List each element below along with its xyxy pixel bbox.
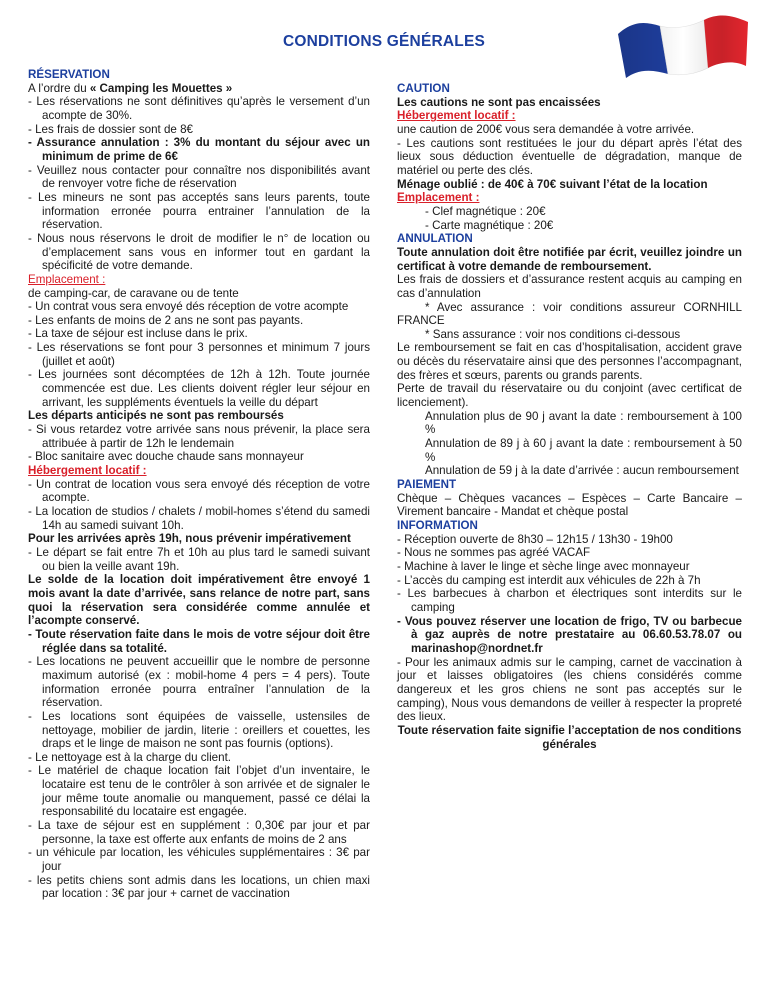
section-heading-paiement: PAIEMENT bbox=[397, 478, 457, 492]
text-line: Annulation plus de 90 j avant la date : remboursement à 100 % bbox=[425, 409, 742, 437]
text-line: Pour les arrivées après 19h, nous prévenir impérativement bbox=[28, 532, 351, 546]
text-line: Perte de travail du réservataire ou du conjoint (avec certificat de licenciement). bbox=[397, 382, 742, 410]
right-column bbox=[397, 82, 742, 751]
text-line: Le solde de la location doit impérativement être envoyé 1 mois avant la date d’arrivée, sans relance de notre part, sans quoi la réservation sera considérée comme annulée et l’acompte conservé. bbox=[28, 573, 370, 628]
subheading-text: Emplacement bbox=[28, 272, 99, 286]
text-line: - Machine à laver le linge et sèche linge avec monnayeur bbox=[397, 559, 690, 573]
left-column bbox=[28, 68, 370, 901]
text-line: - Les réservations se font pour 3 personnes et minimum 7 jours (juillet et août) bbox=[28, 341, 370, 368]
text-line: - Le nettoyage est à la charge du client. bbox=[28, 750, 232, 764]
text-line: - un véhicule par location, les véhicules supplémentaires : 3€ par jour bbox=[28, 846, 370, 874]
text-line: Le remboursement se fait en cas d’hospitalisation, accident grave ou décès du réservataire ainsi que des personnes l’accompagnant, des frères et sœurs, parents ou grands parents. bbox=[397, 341, 742, 382]
page-title: CONDITIONS GÉNÉRALES bbox=[282, 33, 486, 50]
text-line: - Assurance annulation : 3% du montant du séjour avec un minimum de prime de 6€ bbox=[28, 136, 370, 163]
text-line: - Le départ se fait entre 7h et 10h au plus tard le samedi suivant ou bien la veille avant 19h. bbox=[28, 545, 370, 573]
section-heading-information: INFORMATION bbox=[397, 519, 478, 532]
text-line: de camping-car, de caravane ou de tente bbox=[28, 286, 239, 300]
section-heading-reservation: RÉSERVATION bbox=[28, 68, 110, 81]
text-line: - Les barbecues à charbon et électriques sont interdits sur le camping bbox=[397, 587, 742, 614]
subheading-hebergement: Hébergement locatif : bbox=[28, 464, 147, 478]
subheading-emplacement bbox=[28, 273, 370, 287]
text-line: - Si vous retardez votre arrivée sans nous prévenir, la place sera attribuée à partir de 12h le lendemain bbox=[28, 423, 370, 450]
text-line: - La location de studios / chalets / mobil-homes s’étend du samedi 14h au samedi suivant 10h. bbox=[28, 505, 370, 532]
subheading-colon: : bbox=[98, 272, 106, 286]
text-line: - Toute réservation faite dans le mois de votre séjour doit être réglée dans sa totalité. bbox=[28, 627, 370, 655]
text-line: Les frais de dossiers et d’assurance restent acquis au camping en cas d’annulation bbox=[397, 273, 742, 300]
text-line: - Un contrat de location vous sera envoyé dés réception de votre acompte. bbox=[28, 477, 370, 505]
text-line: - les petits chiens sont admis dans les locations, un chien maxi par location : 3€ par jour + carnet de vaccination bbox=[28, 873, 370, 901]
text-line: Chèque – Chèques vacances – Espèces – Carte Bancaire – Virement bancaire - Mandat et chèque postal bbox=[397, 491, 742, 519]
text-line: - Les locations sont équipées de vaisselle, ustensiles de nettoyage, mobilier de jardin, literie : oreillers et couettes, les draps et le linge de maison ne sont pas fournis (options). bbox=[28, 709, 370, 751]
text-line: - Les journées sont décomptées de 12h à 12h. Toute journée commencée est due. Les clients doivent régler leur séjour en arrivant, les suppléments éventuels la veille du départ bbox=[28, 368, 370, 409]
text-line: - Veuillez nous contacter pour connaître nos disponibilités avant de renvoyer votre fiche de réservation bbox=[28, 163, 370, 191]
text-line: - Un contrat vous sera envoyé dés réception de votre acompte bbox=[28, 300, 349, 314]
text-line: Toute réservation faite signifie l’acceptation de nos conditions générales bbox=[397, 723, 742, 751]
text-line: - Pour les animaux admis sur le camping, carnet de vaccination à jour et laisses obligatoires (les chiens considérés comme dangereux et les gros chiens ne sont pas acceptés sur le camping), Nous vous demandons de veiller à respecter la propreté des lieux. bbox=[397, 655, 742, 724]
section-heading-caution: CAUTION bbox=[397, 82, 450, 95]
text-line: - La taxe de séjour est en supplément : 0,30€ par jour et par personne, la taxe est offerte aux enfants de moins de 2 ans bbox=[28, 819, 370, 846]
text-line: Les cautions ne sont pas encaissées bbox=[397, 95, 601, 109]
subheading-emplacement: Emplacement : bbox=[397, 191, 480, 205]
text-line: - Le matériel de chaque location fait l’objet d’un inventaire, le locataire est tenu de le contrôler à son arrivée et de signaler le jour même toute anomalie ou manquement, passé ce délai la responsabilité du locataire est engagée. bbox=[28, 764, 370, 819]
text-line: - Nous nous réservons le droit de modifier le n° de location ou d’emplacement sans vous en informer tout en gardant la spécificité de votre demande. bbox=[28, 231, 370, 273]
text-line: - Les enfants de moins de 2 ans ne sont pas payants. bbox=[28, 313, 304, 327]
text-fragment: A l’ordre du bbox=[28, 81, 90, 95]
french-flag-icon bbox=[612, 12, 752, 82]
text-line: - Clef magnétique : 20€ bbox=[425, 204, 546, 218]
text-line: * Sans assurance : voir nos conditions ci-dessous bbox=[425, 327, 681, 341]
text-line: - L’accès du camping est interdit aux véhicules de 22h à 7h bbox=[397, 573, 701, 587]
text-line: une caution de 200€ vous sera demandée à votre arrivée. bbox=[397, 122, 695, 136]
text-line: Toute annulation doit être notifiée par écrit, veuillez joindre un certificat à votre demande de remboursement. bbox=[397, 245, 742, 273]
text-line bbox=[28, 82, 370, 96]
text-line: - Les locations ne peuvent accueillir que le nombre de personne maximum autorisé (ex : mobil-home 4 pers = 4 pers). Toute information erronée pourra entraîner l’annulation de la réservation. bbox=[28, 655, 370, 710]
text-line: - Réception ouverte de 8h30 – 12h15 / 13h30 - 19h00 bbox=[397, 532, 673, 546]
text-line: - Les frais de dossier sont de 8€ bbox=[28, 122, 193, 136]
text-line: Annulation de 59 j à la date d’arrivée : aucun remboursement bbox=[425, 464, 739, 478]
text-line: - Les cautions sont restituées le jour du départ après l’état des lieux sous déduction éventuelle de dégradation, manque de matériel ou perte des clés. bbox=[397, 136, 742, 177]
text-line: * Avec assurance : voir conditions assureur CORNHILL FRANCE bbox=[397, 300, 742, 328]
text-line: - Nous ne sommes pas agréé VACAF bbox=[397, 546, 591, 560]
subheading-hebergement: Hébergement locatif : bbox=[397, 109, 516, 123]
text-line: - Vous pouvez réserver une location de frigo, TV ou barbecue à gaz auprès de notre prestataire au 06.60.53.78.07 ou marinashop@nordnet.fr bbox=[397, 614, 742, 655]
text-line: Annulation de 89 j à 60 j avant la date : remboursement à 50 % bbox=[425, 437, 742, 464]
text-line: Les départs anticipés ne sont pas remboursés bbox=[28, 409, 284, 423]
text-line: - Les réservations ne sont définitives qu’après le versement d’un acompte de 30%. bbox=[28, 95, 370, 122]
camping-name: « Camping les Mouettes » bbox=[89, 81, 233, 95]
text-line: - Carte magnétique : 20€ bbox=[425, 218, 554, 232]
text-line: - Bloc sanitaire avec douche chaude sans monnayeur bbox=[28, 450, 304, 464]
text-line: Ménage oublié : de 40€ à 70€ suivant l’état de la location bbox=[397, 177, 708, 191]
section-heading-annulation: ANNULATION bbox=[397, 232, 473, 246]
text-line: - La taxe de séjour est incluse dans le prix. bbox=[28, 327, 248, 341]
text-line: - Les mineurs ne sont pas acceptés sans leurs parents, toute information erronée pourra entrainer l’annulation de la réservation. bbox=[28, 190, 370, 232]
